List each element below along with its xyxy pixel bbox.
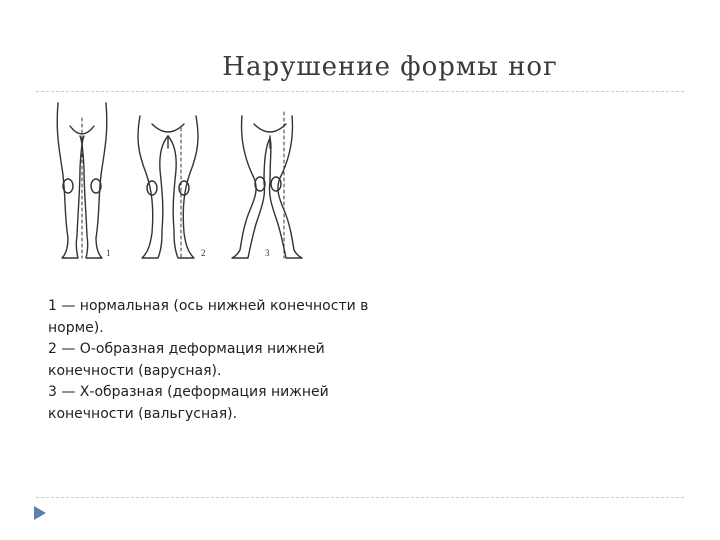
- caption-line: конечности (вальгусная).: [48, 405, 238, 422]
- figure-label-1: 1: [106, 248, 111, 258]
- figure-label-3: 3: [265, 248, 270, 258]
- slide-title: Нарушение формы ног: [222, 52, 558, 82]
- caption-line: 3 — Х-образная (деформация нижней: [48, 384, 329, 400]
- top-divider: [36, 91, 684, 92]
- caption-line: 2 — О-образная деформация нижней: [48, 341, 325, 357]
- caption-line: 1 — нормальная (ось нижней конечности в: [48, 298, 369, 314]
- caption-line: конечности (варусная).: [48, 362, 222, 379]
- triangle-right-icon[interactable]: [33, 505, 47, 521]
- bottom-divider: [36, 497, 684, 498]
- o-shaped-legs-drawing: [138, 116, 198, 258]
- caption-text: [48, 296, 378, 425]
- legs-illustration: [44, 98, 319, 268]
- normal-legs-drawing: [57, 103, 107, 258]
- x-shaped-legs-drawing: [232, 112, 302, 258]
- figure-label-2: 2: [201, 248, 206, 258]
- caption-line: норме).: [48, 319, 104, 336]
